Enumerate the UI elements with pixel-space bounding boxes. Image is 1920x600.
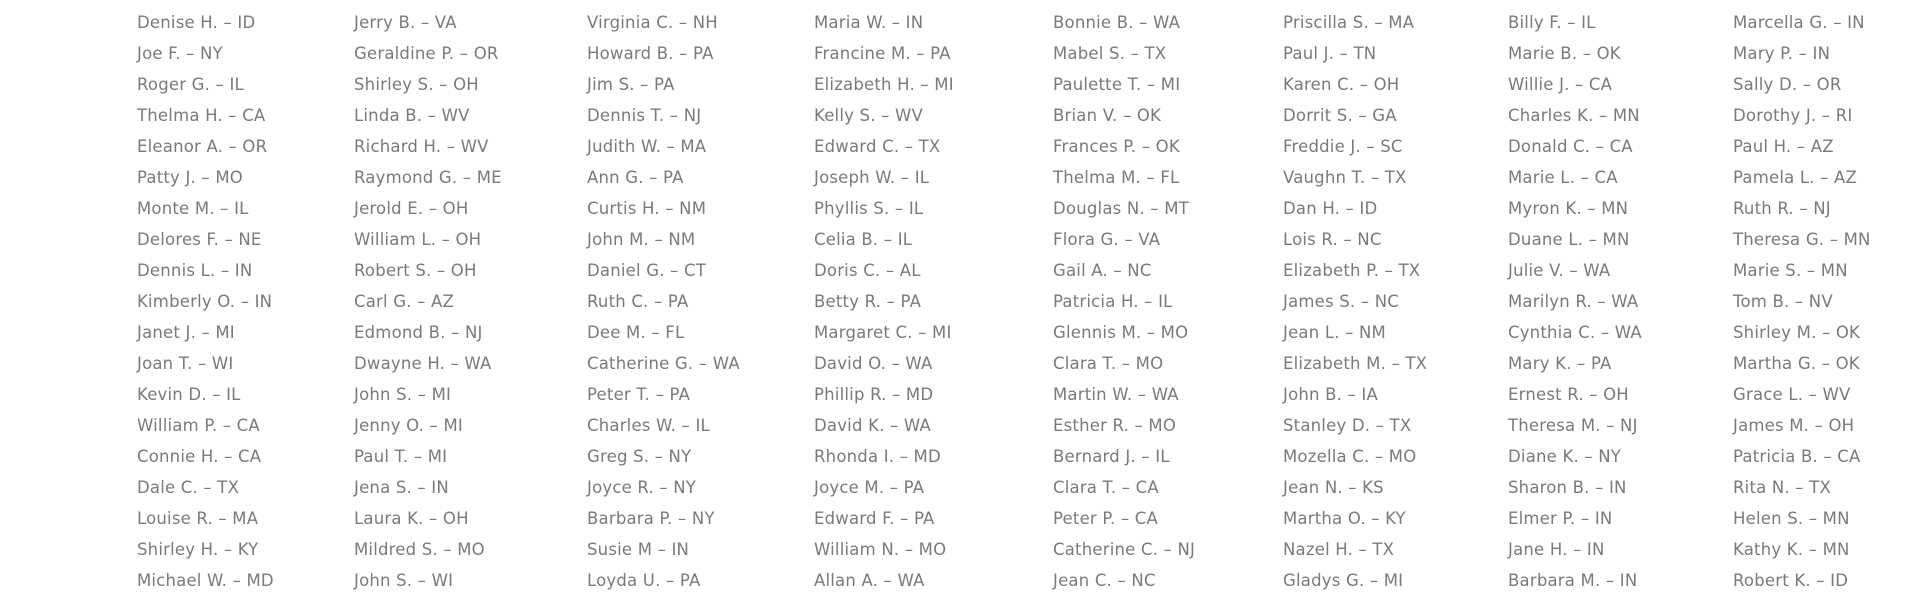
name-entry: Catherine C. – NJ [1053,540,1196,559]
name-entry: John S. – MI [354,385,452,404]
name-entry: Dale C. – TX [137,478,240,497]
name-entry: Helen S. – MN [1733,509,1850,528]
name-entry: Paul T. – MI [354,447,448,466]
name-entry: Paul H. – AZ [1733,137,1834,156]
name-entry: Paulette T. – MI [1053,75,1181,94]
name-entry: John B. – IA [1283,385,1378,404]
name-entry: Mildred S. – MO [354,540,485,559]
name-entry: Duane L. – MN [1508,230,1630,249]
name-entry: Theresa M. – NJ [1508,416,1638,435]
name-entry: Rhonda I. – MD [814,447,941,466]
name-entry: Priscilla S. – MA [1283,13,1415,32]
name-entry: Marie B. – OK [1508,44,1621,63]
name-entry: Dorothy J. – RI [1733,106,1853,125]
name-entry: Charles K. – MN [1508,106,1640,125]
name-entry: Donald C. – CA [1508,137,1633,156]
name-entry: Grace L. – WV [1733,385,1851,404]
name-entry: Michael W. – MD [137,571,274,590]
name-entry: Kevin D. – IL [137,385,241,404]
name-entry: Carl G. – AZ [354,292,455,311]
name-entry: Gladys G. – MI [1283,571,1404,590]
name-entry: Vaughn T. – TX [1283,168,1407,187]
name-entry: Marie S. – MN [1733,261,1848,280]
name-entry: Denise H. – ID [137,13,256,32]
name-entry: Pamela L. – AZ [1733,168,1858,187]
name-entry: Willie J. – CA [1508,75,1613,94]
name-entry: Stanley D. – TX [1283,416,1412,435]
name-entry: Elizabeth P. – TX [1283,261,1421,280]
name-entry: Betty R. – PA [814,292,922,311]
name-entry: Joe F. – NY [137,44,223,63]
name-entry: Clara T. – CA [1053,478,1159,497]
name-entry: Virginia C. – NH [587,13,718,32]
name-entry: Connie H. – CA [137,447,262,466]
name-entry: Dennis L. – IN [137,261,253,280]
name-entry: David O. – WA [814,354,933,373]
name-entry: William L. – OH [354,230,482,249]
name-entry: Doris C. – AL [814,261,921,280]
name-entry: Lois R. – NC [1283,230,1382,249]
name-entry: Jean L. – NM [1283,323,1386,342]
name-entry: Barbara M. – IN [1508,571,1638,590]
name-entry: Patricia B. – CA [1733,447,1861,466]
name-entry: Jerold E. – OH [354,199,469,218]
name-entry: Sharon B. – IN [1508,478,1627,497]
name-entry: Phyllis S. – IL [814,199,924,218]
name-entry: Eleanor A. – OR [137,137,268,156]
name-entry: Raymond G. – ME [354,168,502,187]
name-entry: Jim S. – PA [587,75,675,94]
name-entry: Janet J. – MI [137,323,235,342]
name-entry: Edmond B. – NJ [354,323,483,342]
name-entry: Diane K. – NY [1508,447,1622,466]
name-entry: John S. – WI [354,571,454,590]
name-entry: Bernard J. – IL [1053,447,1170,466]
name-entry: William N. – MO [814,540,947,559]
name-entry: Shirley H. – KY [137,540,259,559]
name-entry: Dwayne H. – WA [354,354,492,373]
name-entry: Elizabeth H. – MI [814,75,954,94]
name-entry: Thelma H. – CA [137,106,266,125]
name-entry: Jane H. – IN [1508,540,1605,559]
name-entry: Louise R. – MA [137,509,259,528]
name-entry: Brian V. – OK [1053,106,1162,125]
name-entry: Geraldine P. – OR [354,44,499,63]
name-entry: Freddie J. – SC [1283,137,1403,156]
name-entry: Delores F. – NE [137,230,262,249]
name-entry: Ernest R. – OH [1508,385,1629,404]
name-entry: Jean C. – NC [1053,571,1156,590]
name-entry: Tom B. – NV [1733,292,1833,311]
name-entry: Ann G. – PA [587,168,684,187]
name-entry: Celia B. – IL [814,230,913,249]
name-entry: Mozella C. – MO [1283,447,1417,466]
name-entry: Shirley S. – OH [354,75,479,94]
name-entry: Judith W. – MA [587,137,707,156]
name-entry: Curtis H. – NM [587,199,707,218]
name-entry: Marilyn R. – WA [1508,292,1639,311]
name-entry: James M. – OH [1733,416,1855,435]
name-entry: Richard H. – WV [354,137,489,156]
name-entry: Monte M. – IL [137,199,249,218]
name-entry: Phillip R. – MD [814,385,934,404]
name-entry: Elmer P. – IN [1508,509,1613,528]
name-column [1283,11,1427,600]
name-entry: Dee M. – FL [587,323,685,342]
name-entry: Jena S. – IN [354,478,449,497]
name-entry: Roger G. – IL [137,75,244,94]
name-entry: Billy F. – IL [1508,13,1596,32]
name-entry: Robert K. – ID [1733,571,1849,590]
name-entry: David K. – WA [814,416,931,435]
name-column [587,11,740,600]
name-entry: Flora G. – VA [1053,230,1161,249]
name-entry: William P. – CA [137,416,260,435]
name-entry: Joseph W. – IL [814,168,930,187]
name-entry: Robert S. – OH [354,261,477,280]
name-entry: Peter T. – PA [587,385,691,404]
name-column [1053,11,1195,600]
name-entry: Maria W. – IN [814,13,924,32]
name-entry: Patty J. – MO [137,168,243,187]
name-entry: James S. – NC [1283,292,1399,311]
name-entry: Ruth R. – NJ [1733,199,1831,218]
name-entry: Jerry B. – VA [354,13,457,32]
name-entry: Joan T. – WI [137,354,234,373]
name-entry: Laura K. – OH [354,509,469,528]
name-entry: Clara T. – MO [1053,354,1164,373]
name-entry: Allan A. – WA [814,571,925,590]
name-entry: Douglas N. – MT [1053,199,1189,218]
name-column [1508,11,1642,600]
name-entry: Greg S. – NY [587,447,692,466]
name-entry: Nazel H. – TX [1283,540,1395,559]
name-entry: Frances P. – OK [1053,137,1180,156]
name-column [814,11,954,600]
name-entry: Mabel S. – TX [1053,44,1167,63]
name-entry: Loyda U. – PA [587,571,701,590]
name-entry: Dorrit S. – GA [1283,106,1397,125]
name-entry: Bonnie B. – WA [1053,13,1181,32]
name-entry: Joyce M. – PA [814,478,925,497]
name-entry: Barbara P. – NY [587,509,715,528]
name-entry: Glennis M. – MO [1053,323,1189,342]
name-entry: Cynthia C. – WA [1508,323,1642,342]
name-entry: Margaret C. – MI [814,323,952,342]
name-entry: Howard B. – PA [587,44,714,63]
name-entry: Edward F. – PA [814,509,935,528]
name-entry: Mary P. – IN [1733,44,1831,63]
name-entry: Elizabeth M. – TX [1283,354,1428,373]
name-entry: Theresa G. – MN [1733,230,1871,249]
name-entry: John M. – NM [587,230,696,249]
name-entry: Joyce R. – NY [587,478,697,497]
name-entry: Jenny O. – MI [354,416,463,435]
name-entry: Julie V. – WA [1508,261,1611,280]
name-entry: Kimberly O. – IN [137,292,273,311]
name-entry: Peter P. – CA [1053,509,1158,528]
name-entry: Dan H. – ID [1283,199,1378,218]
name-entry: Marcella G. – IN [1733,13,1865,32]
name-entry: Dennis T. – NJ [587,106,702,125]
name-entry: Esther R. – MO [1053,416,1177,435]
name-entry: Martha G. – OK [1733,354,1860,373]
name-entry: Francine M. – PA [814,44,951,63]
name-entry: Gail A. – NC [1053,261,1152,280]
name-entry: Paul J. – TN [1283,44,1377,63]
name-entry: Susie M – IN [587,540,690,559]
name-entry: Daniel G. – CT [587,261,707,280]
name-column [354,11,502,600]
name-entry: Edward C. – TX [814,137,941,156]
name-entry: Rita N. – TX [1733,478,1831,497]
name-entry: Karen C. – OH [1283,75,1400,94]
name-entry: Jean N. – KS [1283,478,1384,497]
name-column [1733,11,1871,600]
name-entry: Catherine G. – WA [587,354,740,373]
name-entry: Thelma M. – FL [1053,168,1180,187]
name-entry: Martin W. – WA [1053,385,1179,404]
name-entry: Myron K. – MN [1508,199,1629,218]
name-entry: Patricia H. – IL [1053,292,1173,311]
name-entry: Charles W. – IL [587,416,710,435]
name-entry: Kelly S. – WV [814,106,923,125]
name-entry: Sally D. – OR [1733,75,1842,94]
name-entry: Shirley M. – OK [1733,323,1861,342]
name-entry: Kathy K. – MN [1733,540,1850,559]
name-entry: Martha O. – KY [1283,509,1406,528]
name-entry: Linda B. – WV [354,106,470,125]
name-entry: Ruth C. – PA [587,292,689,311]
name-entry: Mary K. – PA [1508,354,1612,373]
name-column [137,11,274,600]
name-entry: Marie L. – CA [1508,168,1618,187]
